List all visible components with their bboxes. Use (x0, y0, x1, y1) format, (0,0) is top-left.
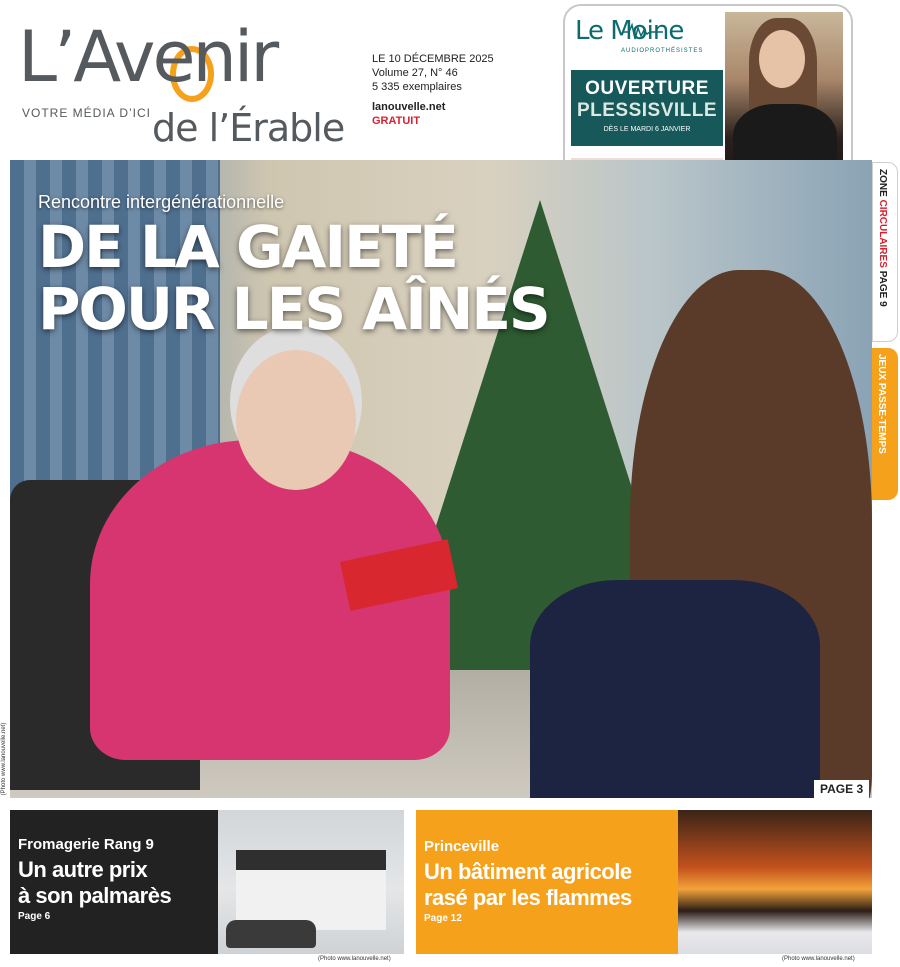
ad-headline-opening: OUVERTURE (585, 78, 709, 99)
tab-circulaires-word: CIRCULAIRES (877, 199, 888, 268)
ad-brand-name: Le Moine (575, 16, 684, 46)
logo-tagline: VOTRE MÉDIA D’ICI (22, 106, 152, 120)
ad-headline-city: PLESSISVILLE (576, 100, 718, 121)
tab-passe-temps-word: PASSE-TEMPS (876, 382, 887, 454)
tab-jeux-word: JEUX (876, 354, 887, 381)
website-link[interactable]: lanouvelle.net (372, 101, 446, 113)
headline-line-2: POUR LES AÎNÉS (38, 275, 549, 343)
story-category: Fromagerie Rang 9 (18, 836, 154, 853)
story-title (424, 859, 632, 911)
newspaper-logo[interactable] (18, 16, 348, 152)
story-photo-fire (678, 810, 872, 954)
story-page-ref[interactable]: Page 6 (18, 911, 51, 922)
ad-portrait-photo (725, 12, 843, 180)
elderly-woman-head (236, 350, 356, 490)
story-title-line-2: rasé par les flammes (424, 885, 632, 910)
girl-dress (530, 580, 820, 798)
story-title-line-1: Un bâtiment agricole (424, 859, 632, 884)
issue-copies: 5 335 exemplaires (372, 81, 462, 93)
photo-building (236, 850, 386, 930)
portrait-face (759, 30, 805, 88)
ad-opening-box (571, 70, 723, 146)
story-category: Princeville (424, 838, 500, 855)
main-story-headline[interactable] (38, 213, 549, 343)
main-story-page-ref[interactable]: PAGE 3 (814, 780, 869, 798)
story-title-line-1: Un autre prix (18, 857, 148, 882)
tab-zone-label (877, 169, 888, 307)
main-photo-credit: (Photo www.lanouvelle.net) (1, 722, 7, 796)
tab-zone-page: PAGE 9 (877, 270, 888, 307)
ad-date-line: DÈS LE MARDI 6 JANVIER (603, 126, 691, 133)
tab-zone-word: ZONE (877, 169, 888, 197)
logo-subtitle: de l’Érable (152, 106, 345, 150)
price-label: GRATUIT (372, 115, 421, 127)
sound-wave-icon (623, 22, 663, 42)
story-princeville[interactable] (416, 810, 872, 954)
story-title (18, 857, 171, 909)
logo-title: L’Avenir (18, 16, 277, 98)
story-title-line-2: à son palmarès (18, 883, 172, 908)
photo-car (226, 920, 316, 948)
story-fromagerie[interactable] (10, 810, 404, 954)
issue-volume: Volume 27, N° 46 (372, 67, 458, 79)
story-left-photo-credit: (Photo www.lanouvelle.net) (318, 956, 391, 962)
tab-jeux-passe-temps[interactable] (872, 348, 898, 500)
issue-date: LE 10 DÉCEMBRE 2025 (372, 53, 494, 65)
tab-games-label (876, 354, 887, 454)
story-page-ref[interactable]: Page 12 (424, 913, 462, 924)
headline-line-1: DE LA GAIETÉ (38, 213, 457, 281)
main-story-kicker: Rencontre intergénérationnelle (38, 192, 285, 212)
ad-brand-subtitle: AUDIOPROTHÉSISTES (621, 48, 704, 54)
story-princeville-text (424, 838, 632, 924)
tab-zone-circulaires[interactable] (872, 162, 898, 342)
story-fromagerie-text (18, 836, 171, 922)
issue-info (372, 52, 494, 128)
story-photo-fromagerie (218, 810, 404, 954)
story-right-photo-credit: (Photo www.lanouvelle.net) (782, 956, 855, 962)
